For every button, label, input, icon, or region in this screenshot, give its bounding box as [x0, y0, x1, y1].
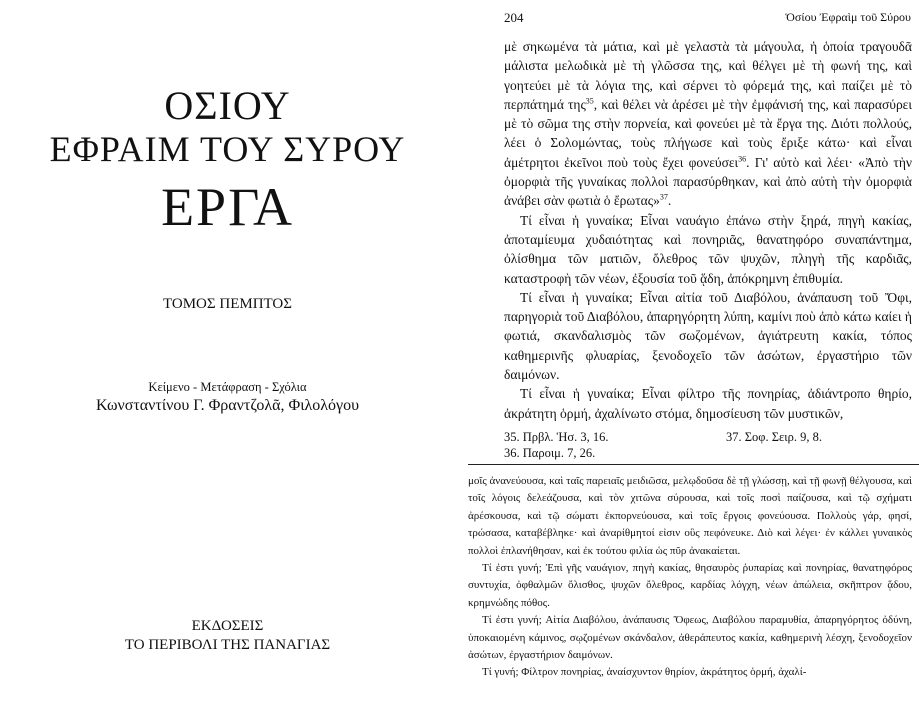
editor-line-1: Κείμενο - Μετάφραση - Σχόλια — [148, 380, 307, 394]
running-title: Ὁσίου Ἐφραὶμ τοῦ Σύρου — [785, 10, 911, 24]
paragraph: μοῖς ἀνανεύουσα, καὶ ταῖς παρειαῖς μειδιῶσα, μελῳδοῦσα δὲ τῇ γλώσσῃ, καὶ τῇ φωνῇ θέλγουσα, καὶ τοῖς λόγοις δελεάζουσα, καὶ τὸν χιτῶνα σύρουσα, καὶ τοῖς ποσὶ παίζουσα, καὶ τῷ σχήματι ἀρέσκουσα, καὶ τῷ σώματι ἐκπορνεύουσα, καὶ τοῖς ἔργοις φονεύουσα. Πολλοὺς γάρ, φησί, τρώσασα, καταβέβληκε· καὶ ἀναρίθμητοί εἰσιν οὓς πεφόνευκε. Διὸ καὶ λέγει· ἐν κάλλει γυναικὸς πολλοὶ ἐπλανήθησαν, καὶ ἐκ τούτου φιλία ὡς πῦρ ἀνακαίεται. — [468, 475, 912, 557]
original-greek-text — [468, 473, 912, 682]
footnote-ref: 36 — [738, 154, 747, 164]
paragraph: Τί ἐστι γυνή; Ἐπὶ γῆς ναυάγιον, πηγὴ κακίας, θησαυρὸς ῥυπαρίας καὶ πονηρίας, θανατηφόρος συντυχία, ὀφθαλμῶν ὄλισθος, ψυχῶν ὄλεθρος, καρδίας λόγχη, νέων ἀπώλεια, σκῆπτρον ᾅδου, κρημνώδης πόθος. — [468, 562, 912, 609]
publisher-line-1: ΕΚΔΟΣΕΙΣ — [191, 618, 264, 634]
volume-label: ΤΟΜΟΣ ΠΕΜΠΤΟΣ — [163, 296, 292, 312]
translation-text — [504, 37, 912, 423]
title-line-2: ΕΦΡΑΙΜ ΤΟΥ ΣΥΡΟΥ — [49, 129, 406, 169]
page-number: 204 — [504, 10, 524, 25]
text-run: . Γι' αὐτὸ καὶ λέει· «Ἀπὸ τὴν ὀμορφιὰ τῆς γυναίκας πολλοὶ παρασύρθηκαν, καὶ ἀπὸ αὐτὴ τὴν ὀμορφιὰ ἀνάβει σὰν φωτιὰ ὁ ἔρωτας» — [504, 154, 912, 209]
paragraph: Τί γυνή; Φίλτρον πονηρίας, ἀναίσχυντον θηρίον, ἀκράτητος ὁρμή, ἀχαλί- — [482, 666, 807, 679]
title-line-1: ΟΣΙΟΥ — [164, 83, 291, 128]
divider — [468, 464, 919, 465]
footnote: 35. Πρβλ. Ἡσ. 3, 16. — [504, 430, 609, 444]
paragraph — [504, 37, 912, 211]
paragraph: Τί ἐστι γυνή; Αἰτία Διαβόλου, ἀνάπαυσις Ὄφεως, Διαβόλου παραμυθία, ἀπαρηγόρητος ὀδύνη, ὑποκαιομένη κάμινος, σῳζομένων σκάνδαλον, ἀθεράπευτος κακία, καθημερινὴ λέσχη, ξενοδοχεῖον ἀσώτων, ἐργαστήριον δαιμόνων. — [468, 614, 912, 662]
paragraph: Τί εἶναι ἡ γυναίκα; Εἶναι αἰτία τοῦ Διαβόλου, ἀνάπαυση τοῦ Ὄφι, παρηγοριὰ τοῦ Διαβόλου, ἀπαρηγόρητη λύπη, καμίνι ποὺ ἀπὸ κάτω καίει ἡ φωτιά, σκανδαλισμὸς τῶν σωζομένων, ἀγιάτρευτη κακία, τόπος καθημερινῆς φλυαρίας, ξενοδοχεῖο τῶν ἀσώτων, ἐργαστήριο τῶν δαιμόνων. — [504, 289, 912, 383]
text-run: μὲ σηκωμένα τὰ μάτια, καὶ μὲ γελαστὰ τὰ μάγουλα, ἡ ὁποία τραγουδᾶ μάλιστα μελωδικὰ μὲ τὴ γλῶσσα της, καὶ θέλγει μὲ τὴ φωνή της, καὶ γοητεύει μὲ τὰ λόγια της, καὶ σέρνει τὸ φόρεμά της, καὶ παίζει μὲ τὸ περπάτημά της — [504, 39, 912, 112]
text-run: , καὶ θέλει νὰ ἀρέσει μὲ τὴν ἐμφάνισή της, καὶ παρασύρει μὲ τὸ σῶμα της στὴν πορνεία, καὶ φονεύει μὲ τὰ ἔργα της. Διότι πολλούς, λέει ὁ Σολομώντας, τοὺς πλήγωσε καὶ τοὺς ἔριξε κάτω· καὶ εἶναι ἀμέτρητοι ἐκεῖνοι ποὺ τοὺς ἔχει φονεύσει — [504, 96, 912, 170]
publisher-line-2: ΤΟ ΠΕΡΙΒΟΛΙ ΤΗΣ ΠΑΝΑΓΙΑΣ — [124, 637, 331, 653]
text-run: . — [667, 193, 672, 209]
footnote-ref: 35 — [585, 96, 594, 106]
title-line-3: ΕΡΓΑ — [161, 177, 294, 237]
title-page — [0, 0, 455, 720]
editor-line-2: Κωνσταντίνου Γ. Φραντζολᾶ, Φιλολόγου — [95, 397, 360, 414]
paragraph: Τί εἶναι ἡ γυναίκα; Εἶναι φίλτρο τῆς πονηρίας, ἀδιάντροπο θηρίο, ἀκράτητη ὁρμή, ἀχαλίνωτο στόμα, δημοσίευση τῶν μυστικῶν, — [504, 386, 912, 421]
footnote-ref: 37 — [659, 192, 668, 202]
footnote: 36. Παροιμ. 7, 26. — [504, 446, 596, 460]
paragraph: Τί εἶναι ἡ γυναίκα; Εἶναι ναυάγιο ἐπάνω στὴν ξηρά, πηγὴ κακίας, ἀποταμίευμα χυδαιότητας καὶ πονηριᾶς, θανατηφόρο συναπάντημα, ὀλίσθημα τῶν ματιῶν, ὄλεθρος τῶν ψυχῶν, πληγὴ τῆς καρδιᾶς, καταστροφὴ τῶν νέων, ἐξουσία τοῦ ᾅδη, ἀπόκρημνη ἐπιθυμία. — [504, 212, 912, 286]
text-page — [455, 0, 919, 720]
footnote: 37. Σοφ. Σειρ. 9, 8. — [726, 430, 822, 444]
